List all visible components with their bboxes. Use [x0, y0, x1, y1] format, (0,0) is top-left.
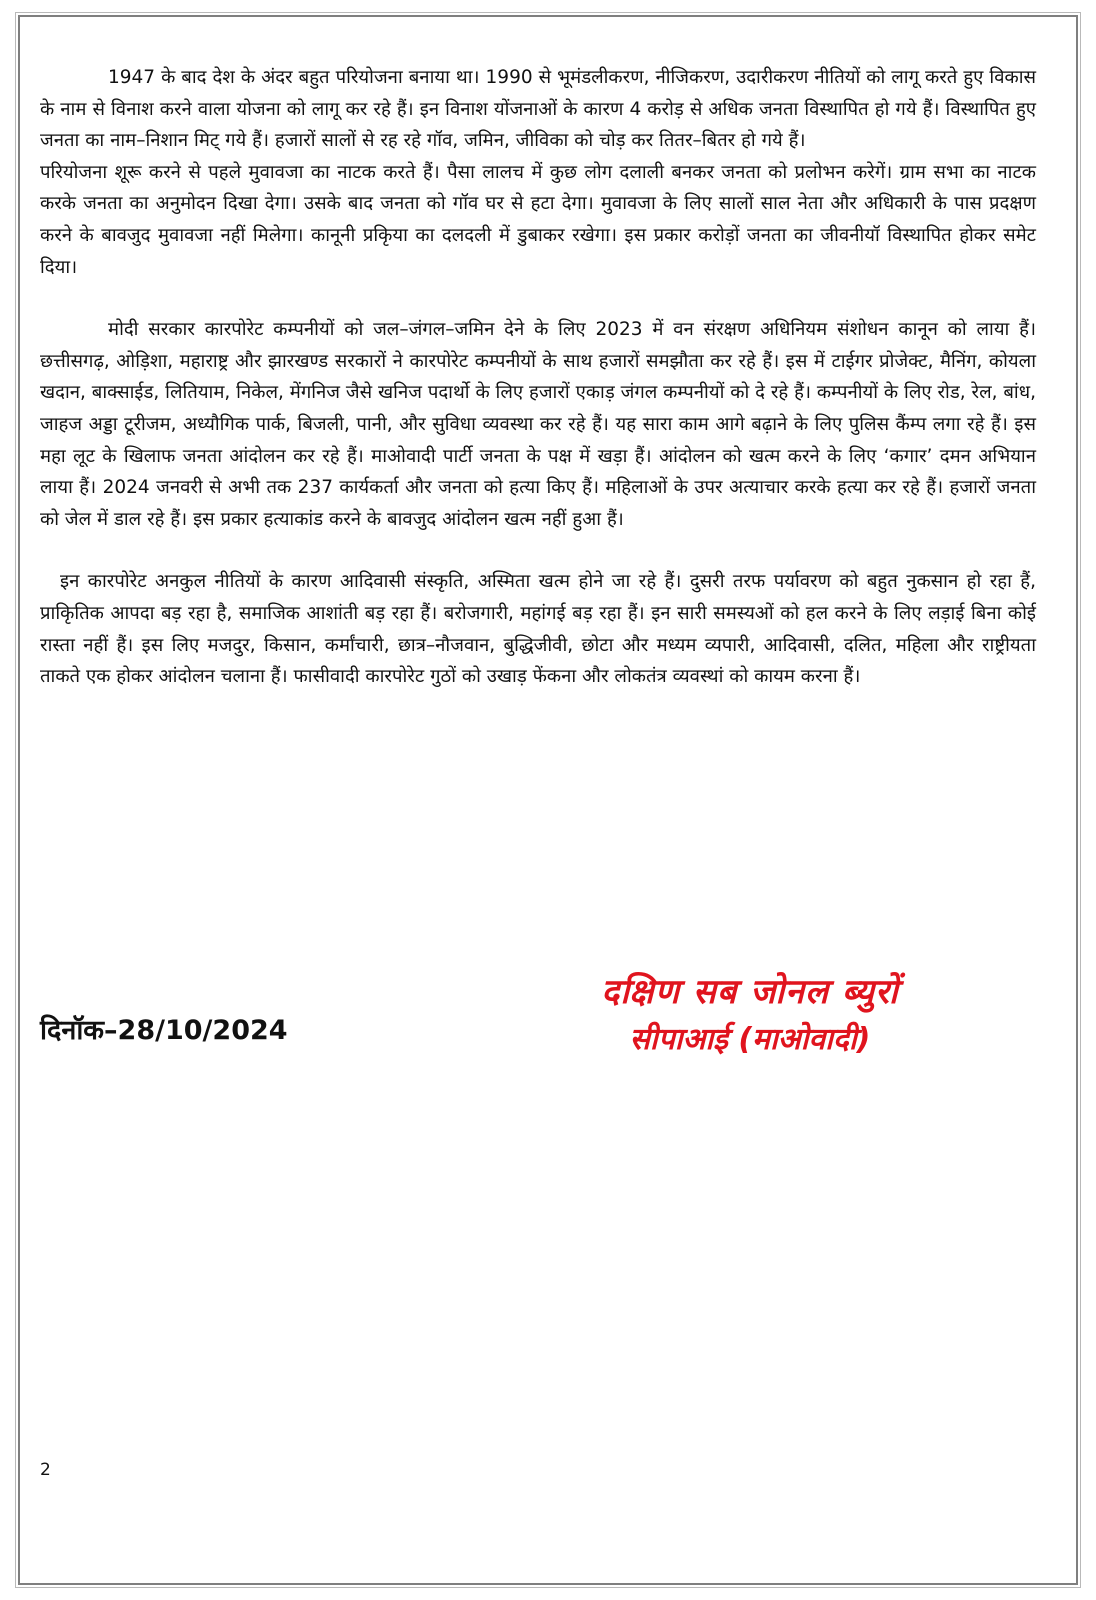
document-body: [40, 62, 1036, 693]
paragraph-4: इन कारपोरेट अनकुल नीतियों के कारण आदिवासी संस्कृति, अस्मिता खत्म होने जा रहे हैं। दुसरी तरफ पर्यावरण को बहुत नुकसान हो रहा हैं, प्राकृितिक आपदा बड़ रहा है, समाजिक आशांती बड़ रहा हैं। बरोजगारी, महांगई बड़ रहा हैं। इन सारी समस्यओं को हल करने के लिए लड़ाई बिना कोई रास्ता नहीं हैं। इस लिए मजदुर, किसान, कर्मांचारी, छात्र–नौजवान, बुद्धिजीवी, छोटा और मध्यम व्यपारी, आदिवासी, दलित, महिला और राष्ट्रीयता ताकते एक होकर आंदोलन चलाना हैं। फासीवादी कारपोरेट गुठों को उखाड़ फेंकना और लोकतंत्र व्यवस्थां को कायम करना हैं।: [40, 571, 1036, 688]
signature-block: [540, 968, 960, 1064]
page-number: 2: [40, 1460, 51, 1480]
paragraph-3: मोदी सरकार कारपोरेट कम्पनीयों को जल–जंगल–जमिन देने के लिए 2023 में वन संरक्षण अधिनियम संशोधन कानून को लाया हैं। छत्तीसगढ़, ओड़िशा, महाराष्ट्र और झारखण्ड सरकारों ने कारपोरेट कम्पनीयों के साथ हजारों समझौता कर रहे हैं। इस में टाईगर प्रोजेक्ट, मैनिंग, कोयला खदान, बाक्साईड, लितियाम, निकेल, मेंगनिज जैसे खनिज पदार्थो के लिए हजारों एकाड़ जंगल कम्पनीयों को दे रहे हैं। कम्पनीयों के लिए रोड, रेल, बांध, जाहज अड्डा टूरीजम, अध्यौगिक पार्क, बिजली, पानी, और सुविधा व्यवस्था कर रहे हैं। यह सारा काम आगे बढ़ाने के लिए पुलिस कैंम्प लगा रहे हैं। इस महा लूट के खिलाफ जनता आंदोलन कर रहे हैं। माओवादी पार्टी जनता के पक्ष में खड़ा हैं। आंदोलन को खत्म करने के लिए ‘कगार’ दमन अभियान लाया हैं। 2024 जनवरी से अभी तक 237 कार्यकर्ता और जनता को हत्या किए हैं। महिलाओं के उपर अत्याचार करके हत्या कर रहे हैं। हजारों जनता को जेल में डाल रहे हैं। इस प्रकार हत्याकांड करने के बावजुद आंदोलन खत्म नहीं हुआ हैं।: [40, 319, 1036, 530]
signature-line-bureau: दक्षिण सब जोनल ब्युरों: [601, 972, 899, 1012]
paragraph-1: 1947 के बाद देश के अंदर बहुत परियोजना बनाया था। 1990 से भूमंडलीकरण, नीजिकरण, उदारीकरण नीतियों को लागू करते हुए विकास के नाम से विनाश करने वाला योजना को लागू कर रहे हैं। इन विनाश योंजनाओं के कारण 4 करोड़ से अधिक जनता विस्थापित हो गये हैं। विस्थापित हुए जनता का नाम–निशान मिट् गये हैं। हजारों सालों से रह रहे गॉव, जमिन, जीविका को चोड़ कर तितर–बितर हो गये हैं।: [40, 67, 1036, 152]
signature-line-party: सीपाआई (माओवादी): [629, 1022, 871, 1057]
document-date: दिनॉक–28/10/2024: [40, 1015, 288, 1046]
paragraph-2: परियोजना शूरू करने से पहले मुवावजा का नाटक करते हैं। पैसा लालच में कुछ लोग दलाली बनकर जनता को प्रलोभन करेगें। ग्राम सभा का नाटक करके जनता का अनुमोदन दिखा देगा। उसके बाद जनता को गॉव घर से हटा देगा। मुवावजा के लिए सालों साल नेता और अधिकारी के पास प्रदक्षण करने के बावजुद मुवावजा नहीं मिलेगा। कानूनी प्रकृिया का दलदली में डुबाकर रखेगा। इस प्रकार करोड़ों जनता का जीवनीयॉ विस्थापित होकर समेट दिया।: [40, 161, 1036, 278]
